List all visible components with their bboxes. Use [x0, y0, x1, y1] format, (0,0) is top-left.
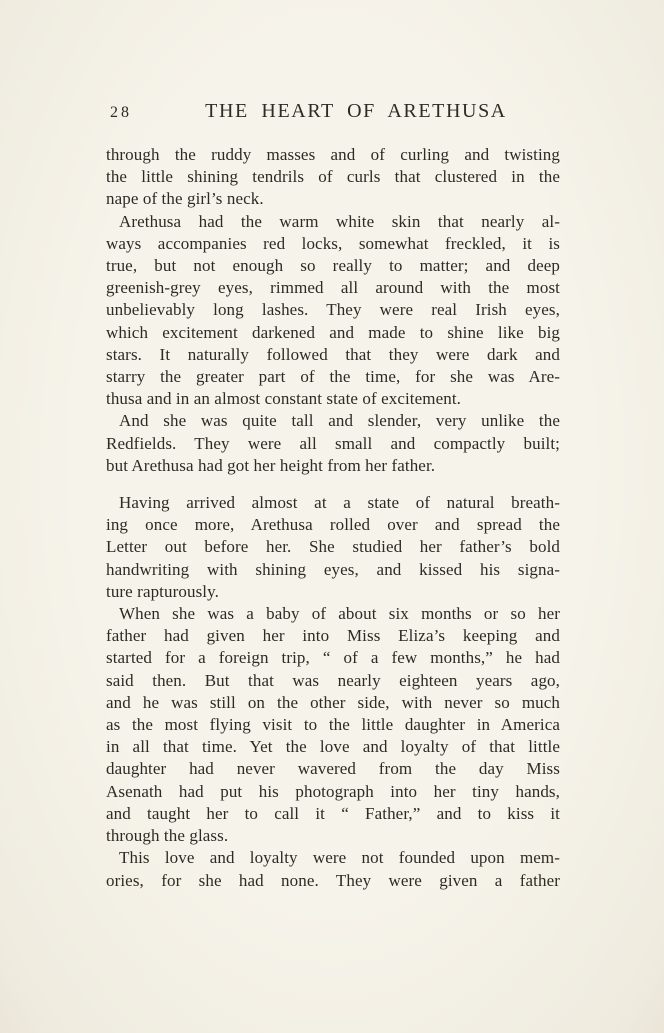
text-line: father had given her into Miss Eliza’s keeping and: [106, 626, 560, 646]
text-line: in all that time. Yet the love and loyalty of that little: [106, 737, 560, 757]
text-line: through the ruddy masses and of curling and twisting: [106, 145, 560, 164]
text-line: When she was a baby of about six months or so her: [119, 604, 560, 624]
text-line: unbelievably long lashes. They were real Irish eyes,: [106, 300, 560, 320]
text-line: handwriting with shining eyes, and kissed his signa-: [106, 559, 560, 579]
text-line: which excitement darkened and made to shine like big: [106, 322, 560, 342]
text-line: This love and loyalty were not founded upon mem-: [119, 848, 560, 868]
text-line: ways accompanies red locks, somewhat freckled, it is: [106, 233, 560, 253]
paragraph: [106, 492, 560, 603]
text-line: as the most flying visit to the little daughter in America: [106, 715, 560, 735]
paragraph: [106, 410, 560, 477]
paragraph: [106, 211, 560, 411]
text-line: ories, for she had none. They were given a father: [106, 870, 560, 890]
text-block: [106, 98, 560, 892]
text-line: true, but not enough so really to matter; and deep: [106, 256, 560, 276]
running-header: [106, 98, 560, 124]
text-line: ture rapturously.: [106, 581, 219, 601]
text-line: Redfields. They were all small and compactly built;: [106, 433, 560, 453]
text-line: starry the greater part of the time, for she was Are-: [106, 367, 560, 387]
text-line: ing once more, Arethusa rolled over and spread the: [106, 515, 560, 535]
text-line: greenish-grey eyes, rimmed all around with the most: [106, 278, 560, 298]
text-line: through the glass.: [106, 826, 229, 846]
text-line: and taught her to call it “ Father,” and to kiss it: [106, 803, 560, 823]
text-body: [106, 144, 560, 892]
text-line: Asenath had put his photograph into her tiny hands,: [106, 781, 560, 801]
text-line: nape of the girl’s neck.: [106, 189, 264, 209]
text-line: and he was still on the other side, with never so much: [106, 692, 560, 712]
text-line: And she was quite tall and slender, very unlike the: [119, 411, 560, 431]
text-line: daughter had never wavered from the day Miss: [106, 759, 560, 779]
paragraph: [106, 847, 560, 891]
text-line: Letter out before her. She studied her father’s bold: [106, 537, 560, 557]
text-line: thusa and in an almost constant state of excitement.: [106, 389, 462, 409]
page-number: 28: [110, 104, 132, 121]
text-line: said then. But that was nearly eighteen years ago,: [106, 670, 560, 690]
running-title: THE HEART OF ARETHUSA: [205, 100, 507, 122]
paragraph: [106, 603, 560, 847]
text-line: Having arrived almost at a state of natural breath-: [119, 493, 560, 513]
text-line: the little shining tendrils of curls that clustered in the: [106, 167, 560, 187]
text-line: stars. It naturally followed that they were dark and: [106, 344, 560, 364]
text-line: Arethusa had the warm white skin that nearly al-: [119, 211, 560, 231]
text-line: started for a foreign trip, “ of a few months,” he had: [106, 648, 560, 668]
paragraph: [106, 144, 560, 211]
text-line: but Arethusa had got her height from her father.: [106, 455, 436, 475]
